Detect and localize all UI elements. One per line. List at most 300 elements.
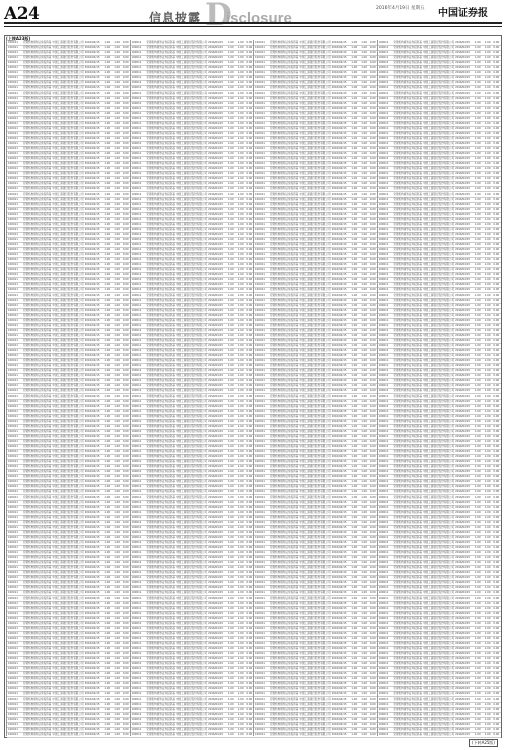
table-cell: 0.00 [246, 358, 254, 363]
table-cell: 2016/04/15 [85, 121, 104, 126]
table-cell: 2016/04/15 [455, 641, 474, 646]
table-cell: 宏观机构债券证券投资基金 [393, 161, 422, 166]
table-cell: 1.00 [238, 202, 246, 207]
table-cell: 中国工商银行股份有限公司 [299, 545, 330, 550]
table-cell: 100011 [255, 606, 269, 611]
table-cell: 0.00 [246, 197, 254, 202]
table-cell: 1.00 [104, 333, 113, 338]
table-cell: 中国工商银行股份有限公司 [52, 712, 83, 717]
table-cell: 宏观机构债券证券投资基金 [393, 60, 422, 65]
table-cell: 2016/04/15 [208, 96, 227, 101]
table-cell: 2016/04/15 [208, 323, 227, 328]
table-cell: 宏观机构债券证券投资基金 [23, 181, 52, 186]
table-cell: 1.00 [351, 500, 360, 505]
table-cell: 宏观机构债券证券投资基金 [23, 505, 52, 510]
table-cell: 1.00 [238, 717, 246, 722]
table-cell: 2016/04/15 [208, 585, 227, 590]
table-cell: 中国工商银行股份有限公司 [52, 368, 83, 373]
table-cell: 宏观机构债券证券投资基金 [393, 40, 422, 45]
table-cell: 1.00 [104, 469, 113, 474]
table-cell: 0.00 [123, 661, 131, 666]
table-cell: 中国工商银行股份有限公司 [176, 45, 207, 50]
table-cell: 中国工商银行股份有限公司 [176, 580, 207, 585]
table-cell: 中国工商银行股份有限公司 [423, 520, 454, 525]
table-cell: 0.00 [123, 727, 131, 732]
table-cell: 宏观机构债券证券投资基金 [393, 247, 422, 252]
table-cell: 中国工商银行股份有限公司 [299, 373, 330, 378]
table-cell: 1.00 [238, 671, 246, 676]
table-cell: 中国工商银行股份有限公司 [176, 454, 207, 459]
table-cell: 中国工商银行股份有限公司 [299, 80, 330, 85]
table-cell: 100011 [8, 661, 22, 666]
table-cell: 1.00 [238, 232, 246, 237]
table-cell: 1.00 [475, 45, 484, 50]
table-cell: 1.00 [114, 681, 122, 686]
table-cell: 1.00 [238, 702, 246, 707]
table-cell: 宏观机构债券证券投资基金 [146, 404, 175, 409]
table-cell: 0.00 [246, 686, 254, 691]
table-cell: 2016/04/15 [332, 181, 351, 186]
table-cell: 宏观机构债券证券投资基金 [270, 192, 299, 197]
table-cell: 中国工商银行股份有限公司 [299, 727, 330, 732]
table-cell: 2016/04/15 [455, 197, 474, 202]
table-cell: 宏观机构债券证券投资基金 [146, 237, 175, 242]
table-cell: 1.00 [361, 267, 369, 272]
table-cell: 宏观机构债券证券投资基金 [393, 409, 422, 414]
table-cell: 100011 [8, 333, 22, 338]
table-cell: 1.00 [475, 651, 484, 656]
table-cell: 宏观机构债券证券投资基金 [23, 313, 52, 318]
table-cell: 1.00 [104, 171, 113, 176]
table-cell: 1.00 [104, 676, 113, 681]
table-cell: 1.00 [228, 722, 237, 727]
table-cell: 0.00 [246, 55, 254, 60]
table-cell: 0.00 [246, 515, 254, 520]
table-cell: 100011 [255, 378, 269, 383]
table-cell: 2016/04/15 [85, 323, 104, 328]
table-cell: 100011 [132, 666, 146, 671]
table-cell: 宏观机构债券证券投资基金 [146, 45, 175, 50]
table-cell: 100011 [132, 444, 146, 449]
table-cell: 宏观机构债券证券投资基金 [270, 686, 299, 691]
table-cell: 2016/04/15 [455, 702, 474, 707]
table-cell: 100011 [379, 590, 393, 595]
table-cell: 0.00 [123, 217, 131, 222]
table-cell: 1.00 [238, 55, 246, 60]
table-cell: 2016/04/15 [85, 348, 104, 353]
table-cell: 中国工商银行股份有限公司 [176, 217, 207, 222]
table-cell: 0.00 [123, 626, 131, 631]
table-cell: 100011 [8, 338, 22, 343]
table-cell: 0.00 [370, 585, 378, 590]
table-cell: 宏观机构债券证券投资基金 [146, 65, 175, 70]
table-cell: 1.00 [485, 136, 493, 141]
table-cell: 宏观机构债券证券投资基金 [146, 464, 175, 469]
table-cell: 100011 [379, 469, 393, 474]
table-cell: 2016/04/15 [85, 646, 104, 651]
table-cell: 1.00 [475, 444, 484, 449]
table-cell: 100011 [255, 70, 269, 75]
table-cell: 1.00 [104, 96, 113, 101]
table-cell: 1.00 [351, 515, 360, 520]
table-cell: 1.00 [351, 484, 360, 489]
table-cell: 0.00 [246, 80, 254, 85]
table-cell: 0.00 [493, 40, 501, 45]
table-cell: 2016/04/15 [332, 631, 351, 636]
table-cell: 中国工商银行股份有限公司 [176, 60, 207, 65]
table-cell: 中国工商银行股份有限公司 [176, 520, 207, 525]
table-cell: 2016/04/15 [85, 585, 104, 590]
table-cell: 中国工商银行股份有限公司 [423, 409, 454, 414]
table-cell: 100011 [255, 449, 269, 454]
table-cell: 1.00 [228, 303, 237, 308]
table-cell: 0.00 [370, 394, 378, 399]
table-cell: 0.00 [370, 722, 378, 727]
table-cell: 宏观机构债券证券投资基金 [146, 641, 175, 646]
table-cell: 0.00 [370, 141, 378, 146]
table-cell: 2016/04/15 [208, 166, 227, 171]
table-cell: 100011 [8, 60, 22, 65]
table-cell: 2016/04/15 [85, 621, 104, 626]
table-cell: 1.00 [475, 646, 484, 651]
table-cell: 2016/04/15 [208, 222, 227, 227]
table-cell: 中国工商银行股份有限公司 [299, 212, 330, 217]
table-cell: 中国工商银行股份有限公司 [423, 171, 454, 176]
table-cell: 1.00 [475, 621, 484, 626]
table-cell: 2016/04/15 [332, 80, 351, 85]
table-cell: 2016/04/15 [85, 439, 104, 444]
table-cell: 2016/04/15 [455, 515, 474, 520]
table-cell: 中国工商银行股份有限公司 [423, 333, 454, 338]
table-cell: 中国工商银行股份有限公司 [52, 176, 83, 181]
table-cell: 0.00 [370, 732, 378, 737]
table-cell: 1.00 [114, 156, 122, 161]
table-cell: 1.00 [238, 575, 246, 580]
table-cell: 宏观机构债券证券投资基金 [270, 116, 299, 121]
table-cell: 中国工商银行股份有限公司 [176, 212, 207, 217]
table-cell: 0.00 [123, 414, 131, 419]
table-cell: 2016/04/15 [455, 388, 474, 393]
table-cell: 1.00 [104, 656, 113, 661]
table-cell: 中国工商银行股份有限公司 [52, 378, 83, 383]
table-cell: 1.00 [361, 303, 369, 308]
table-cell: 1.00 [485, 186, 493, 191]
table-cell: 中国工商银行股份有限公司 [52, 333, 83, 338]
table-cell: 1.00 [114, 313, 122, 318]
table-cell: 100011 [379, 596, 393, 601]
table-cell: 0.00 [246, 409, 254, 414]
table-cell: 中国工商银行股份有限公司 [176, 176, 207, 181]
table-cell: 0.00 [123, 722, 131, 727]
table-cell: 1.00 [228, 186, 237, 191]
table-cell: 0.00 [246, 535, 254, 540]
table-cell: 1.00 [228, 575, 237, 580]
table-cell: 2016/04/15 [455, 601, 474, 606]
table-cell: 100011 [132, 318, 146, 323]
table-cell: 1.00 [114, 388, 122, 393]
table-cell: 2016/04/15 [85, 409, 104, 414]
table-cell: 0.00 [493, 293, 501, 298]
table-cell: 2016/04/15 [332, 91, 351, 96]
table-cell: 2016/04/15 [455, 323, 474, 328]
table-cell: 0.00 [123, 267, 131, 272]
table-cell: 0.00 [123, 212, 131, 217]
table-cell: 中国工商银行股份有限公司 [423, 626, 454, 631]
table-cell: 1.00 [228, 106, 237, 111]
table-row [378, 732, 502, 738]
table-cell: 1.00 [475, 368, 484, 373]
table-cell: 中国工商银行股份有限公司 [299, 328, 330, 333]
table-cell: 宏观机构债券证券投资基金 [270, 50, 299, 55]
table-cell: 1.00 [104, 399, 113, 404]
table-cell: 宏观机构债券证券投资基金 [270, 727, 299, 732]
table-cell: 1.00 [351, 651, 360, 656]
table-cell: 1.00 [361, 454, 369, 459]
table-cell: 1.00 [238, 272, 246, 277]
table-cell: 1.00 [228, 464, 237, 469]
table-cell: 1.00 [114, 515, 122, 520]
table-cell: 中国工商银行股份有限公司 [176, 656, 207, 661]
table-cell: 中国工商银行股份有限公司 [423, 338, 454, 343]
table-cell: 宏观机构债券证券投资基金 [23, 207, 52, 212]
table-cell: 1.00 [114, 146, 122, 151]
table-cell: 2016/04/15 [85, 277, 104, 282]
table-cell: 1.00 [351, 394, 360, 399]
table-cell: 1.00 [485, 626, 493, 631]
table-cell: 宏观机构债券证券投资基金 [23, 394, 52, 399]
table-cell: 1.00 [361, 353, 369, 358]
table-cell: 0.00 [370, 146, 378, 151]
table-cell: 宏观机构债券证券投资基金 [146, 70, 175, 75]
table-cell: 100011 [132, 560, 146, 565]
table-cell: 1.00 [114, 550, 122, 555]
table-cell: 1.00 [238, 510, 246, 515]
table-cell: 0.00 [370, 676, 378, 681]
table-cell: 100011 [8, 197, 22, 202]
table-cell: 1.00 [114, 40, 122, 45]
table-cell: 100011 [379, 429, 393, 434]
table-cell: 中国工商银行股份有限公司 [299, 691, 330, 696]
table-cell: 1.00 [228, 111, 237, 116]
table-cell: 1.00 [104, 232, 113, 237]
table-cell: 100011 [8, 404, 22, 409]
table-cell: 100011 [132, 545, 146, 550]
table-cell: 1.00 [114, 106, 122, 111]
table-cell: 0.00 [493, 363, 501, 368]
table-cell: 中国工商银行股份有限公司 [299, 202, 330, 207]
table-cell: 0.00 [370, 333, 378, 338]
table-cell: 100011 [8, 691, 22, 696]
table-cell: 0.00 [246, 550, 254, 555]
table-cell: 2016/04/15 [208, 363, 227, 368]
table-cell: 宏观机构债券证券投资基金 [23, 409, 52, 414]
table-cell: 2016/04/15 [455, 237, 474, 242]
table-cell: 2016/04/15 [332, 717, 351, 722]
table-cell: 1.00 [361, 707, 369, 712]
table-cell: 1.00 [351, 580, 360, 585]
table-cell: 100011 [8, 378, 22, 383]
table-cell: 100011 [132, 60, 146, 65]
table-cell: 0.00 [493, 454, 501, 459]
table-cell: 0.00 [123, 550, 131, 555]
table-cell: 100011 [255, 429, 269, 434]
table-cell: 宏观机构债券证券投资基金 [393, 691, 422, 696]
table-cell: 中国工商银行股份有限公司 [176, 197, 207, 202]
table-cell: 2016/04/15 [332, 237, 351, 242]
table-cell: 中国工商银行股份有限公司 [299, 383, 330, 388]
table-cell: 1.00 [114, 712, 122, 717]
table-cell: 宏观机构债券证券投资基金 [146, 176, 175, 181]
table-cell: 2016/04/15 [455, 449, 474, 454]
table-cell: 1.00 [361, 621, 369, 626]
table-cell: 0.00 [246, 136, 254, 141]
table-cell: 宏观机构债券证券投资基金 [270, 207, 299, 212]
table-cell: 0.00 [246, 383, 254, 388]
table-cell: 中国工商银行股份有限公司 [423, 454, 454, 459]
table-cell: 1.00 [361, 686, 369, 691]
table-cell: 中国工商银行股份有限公司 [423, 50, 454, 55]
table-cell: 2016/04/15 [208, 383, 227, 388]
table-cell: 1.00 [475, 378, 484, 383]
table-cell: 中国工商银行股份有限公司 [52, 661, 83, 666]
table-cell: 中国工商银行股份有限公司 [299, 596, 330, 601]
table-cell: 中国工商银行股份有限公司 [52, 50, 83, 55]
table-cell: 中国工商银行股份有限公司 [299, 318, 330, 323]
table-cell: 1.00 [475, 247, 484, 252]
table-cell: 宏观机构债券证券投资基金 [393, 237, 422, 242]
table-cell: 0.00 [493, 318, 501, 323]
table-cell: 中国工商银行股份有限公司 [423, 429, 454, 434]
table-cell: 2016/04/15 [455, 80, 474, 85]
table-cell: 宏观机构债券证券投资基金 [146, 207, 175, 212]
page-number: A24 [4, 4, 39, 24]
table-cell: 宏观机构债券证券投资基金 [23, 45, 52, 50]
table-cell: 2016/04/15 [85, 358, 104, 363]
table-cell: 100011 [379, 515, 393, 520]
table-cell: 100011 [255, 580, 269, 585]
section-initial: D [205, 0, 232, 33]
table-cell: 宏观机构债券证券投资基金 [270, 439, 299, 444]
table-cell: 0.00 [246, 631, 254, 636]
table-cell: 0.00 [123, 575, 131, 580]
table-cell: 2016/04/15 [332, 348, 351, 353]
table-cell: 中国工商银行股份有限公司 [52, 318, 83, 323]
table-cell: 中国工商银行股份有限公司 [52, 530, 83, 535]
table-cell: 2016/04/15 [208, 439, 227, 444]
table-cell: 中国工商银行股份有限公司 [299, 111, 330, 116]
table-cell: 2016/04/15 [85, 308, 104, 313]
table-cell: 1.00 [228, 555, 237, 560]
table-cell: 100011 [132, 257, 146, 262]
table-cell: 0.00 [370, 429, 378, 434]
table-cell: 1.00 [361, 171, 369, 176]
table-cell: 2016/04/15 [85, 318, 104, 323]
table-cell: 1.00 [238, 96, 246, 101]
table-cell: 1.00 [485, 272, 493, 277]
table-cell: 中国工商银行股份有限公司 [176, 585, 207, 590]
table-cell: 1.00 [485, 363, 493, 368]
table-cell: 2016/04/15 [208, 141, 227, 146]
table-cell: 2016/04/15 [332, 409, 351, 414]
table-cell: 中国工商银行股份有限公司 [52, 611, 83, 616]
table-cell: 0.00 [493, 525, 501, 530]
table-cell: 100011 [132, 91, 146, 96]
table-cell: 中国工商银行股份有限公司 [52, 161, 83, 166]
table-cell: 0.00 [370, 111, 378, 116]
table-cell: 2016/04/15 [208, 565, 227, 570]
table-cell: 1.00 [361, 474, 369, 479]
table-cell: 0.00 [246, 651, 254, 656]
table-cell: 1.00 [104, 661, 113, 666]
table-cell: 宏观机构债券证券投资基金 [393, 535, 422, 540]
table-cell: 中国工商银行股份有限公司 [52, 146, 83, 151]
table-cell: 中国工商银行股份有限公司 [299, 565, 330, 570]
table-cell: 中国工商银行股份有限公司 [299, 343, 330, 348]
table-cell: 2016/04/15 [85, 96, 104, 101]
table-cell: 2016/04/15 [332, 267, 351, 272]
table-cell: 100011 [379, 363, 393, 368]
table-cell: 宏观机构债券证券投资基金 [146, 96, 175, 101]
table-cell: 2016/04/15 [332, 500, 351, 505]
table-cell: 0.00 [246, 484, 254, 489]
table-cell: 2016/04/15 [85, 686, 104, 691]
table-cell: 0.00 [246, 545, 254, 550]
table-cell: 2016/04/15 [208, 298, 227, 303]
table-cell: 中国工商银行股份有限公司 [299, 277, 330, 282]
table-cell: 2016/04/15 [208, 676, 227, 681]
table-cell: 宏观机构债券证券投资基金 [146, 651, 175, 656]
table-cell: 中国工商银行股份有限公司 [52, 217, 83, 222]
table-cell: 2016/04/15 [85, 111, 104, 116]
table-cell: 2016/04/15 [208, 601, 227, 606]
table-cell: 中国工商银行股份有限公司 [52, 525, 83, 530]
table-cell: 中国工商银行股份有限公司 [299, 590, 330, 595]
table-cell: 中国工商银行股份有限公司 [52, 252, 83, 257]
table-cell: 1.00 [361, 722, 369, 727]
table-cell: 宏观机构债券证券投资基金 [146, 75, 175, 80]
table-cell: 100011 [379, 131, 393, 136]
table-cell: 中国工商银行股份有限公司 [52, 328, 83, 333]
table-cell: 宏观机构债券证券投资基金 [393, 65, 422, 70]
table-cell: 1.00 [361, 444, 369, 449]
table-cell: 宏观机构债券证券投资基金 [393, 146, 422, 151]
table-cell: 1.00 [238, 383, 246, 388]
table-cell: 0.00 [123, 570, 131, 575]
table-cell: 0.00 [493, 702, 501, 707]
table-cell: 中国工商银行股份有限公司 [423, 232, 454, 237]
table-cell: 100011 [379, 368, 393, 373]
table-cell: 100011 [255, 353, 269, 358]
table-cell: 2016/04/15 [85, 707, 104, 712]
table-cell: 100011 [132, 161, 146, 166]
table-cell: 100011 [379, 277, 393, 282]
table-cell: 2016/04/15 [208, 121, 227, 126]
table-cell: 中国工商银行股份有限公司 [52, 65, 83, 70]
table-cell: 宏观机构债券证券投资基金 [270, 343, 299, 348]
table-cell: 1.00 [104, 338, 113, 343]
table-cell: 100011 [255, 96, 269, 101]
table-cell: 2016/04/15 [85, 419, 104, 424]
table-cell: 1.00 [351, 439, 360, 444]
table-cell: 100011 [255, 611, 269, 616]
table-cell: 宏观机构债券证券投资基金 [146, 575, 175, 580]
table-cell: 宏观机构债券证券投资基金 [270, 80, 299, 85]
table-cell: 中国工商银行股份有限公司 [52, 555, 83, 560]
table-cell: 中国工商银行股份有限公司 [423, 676, 454, 681]
table-cell: 1.00 [361, 141, 369, 146]
table-cell: 中国工商银行股份有限公司 [299, 171, 330, 176]
table-cell: 100011 [132, 192, 146, 197]
